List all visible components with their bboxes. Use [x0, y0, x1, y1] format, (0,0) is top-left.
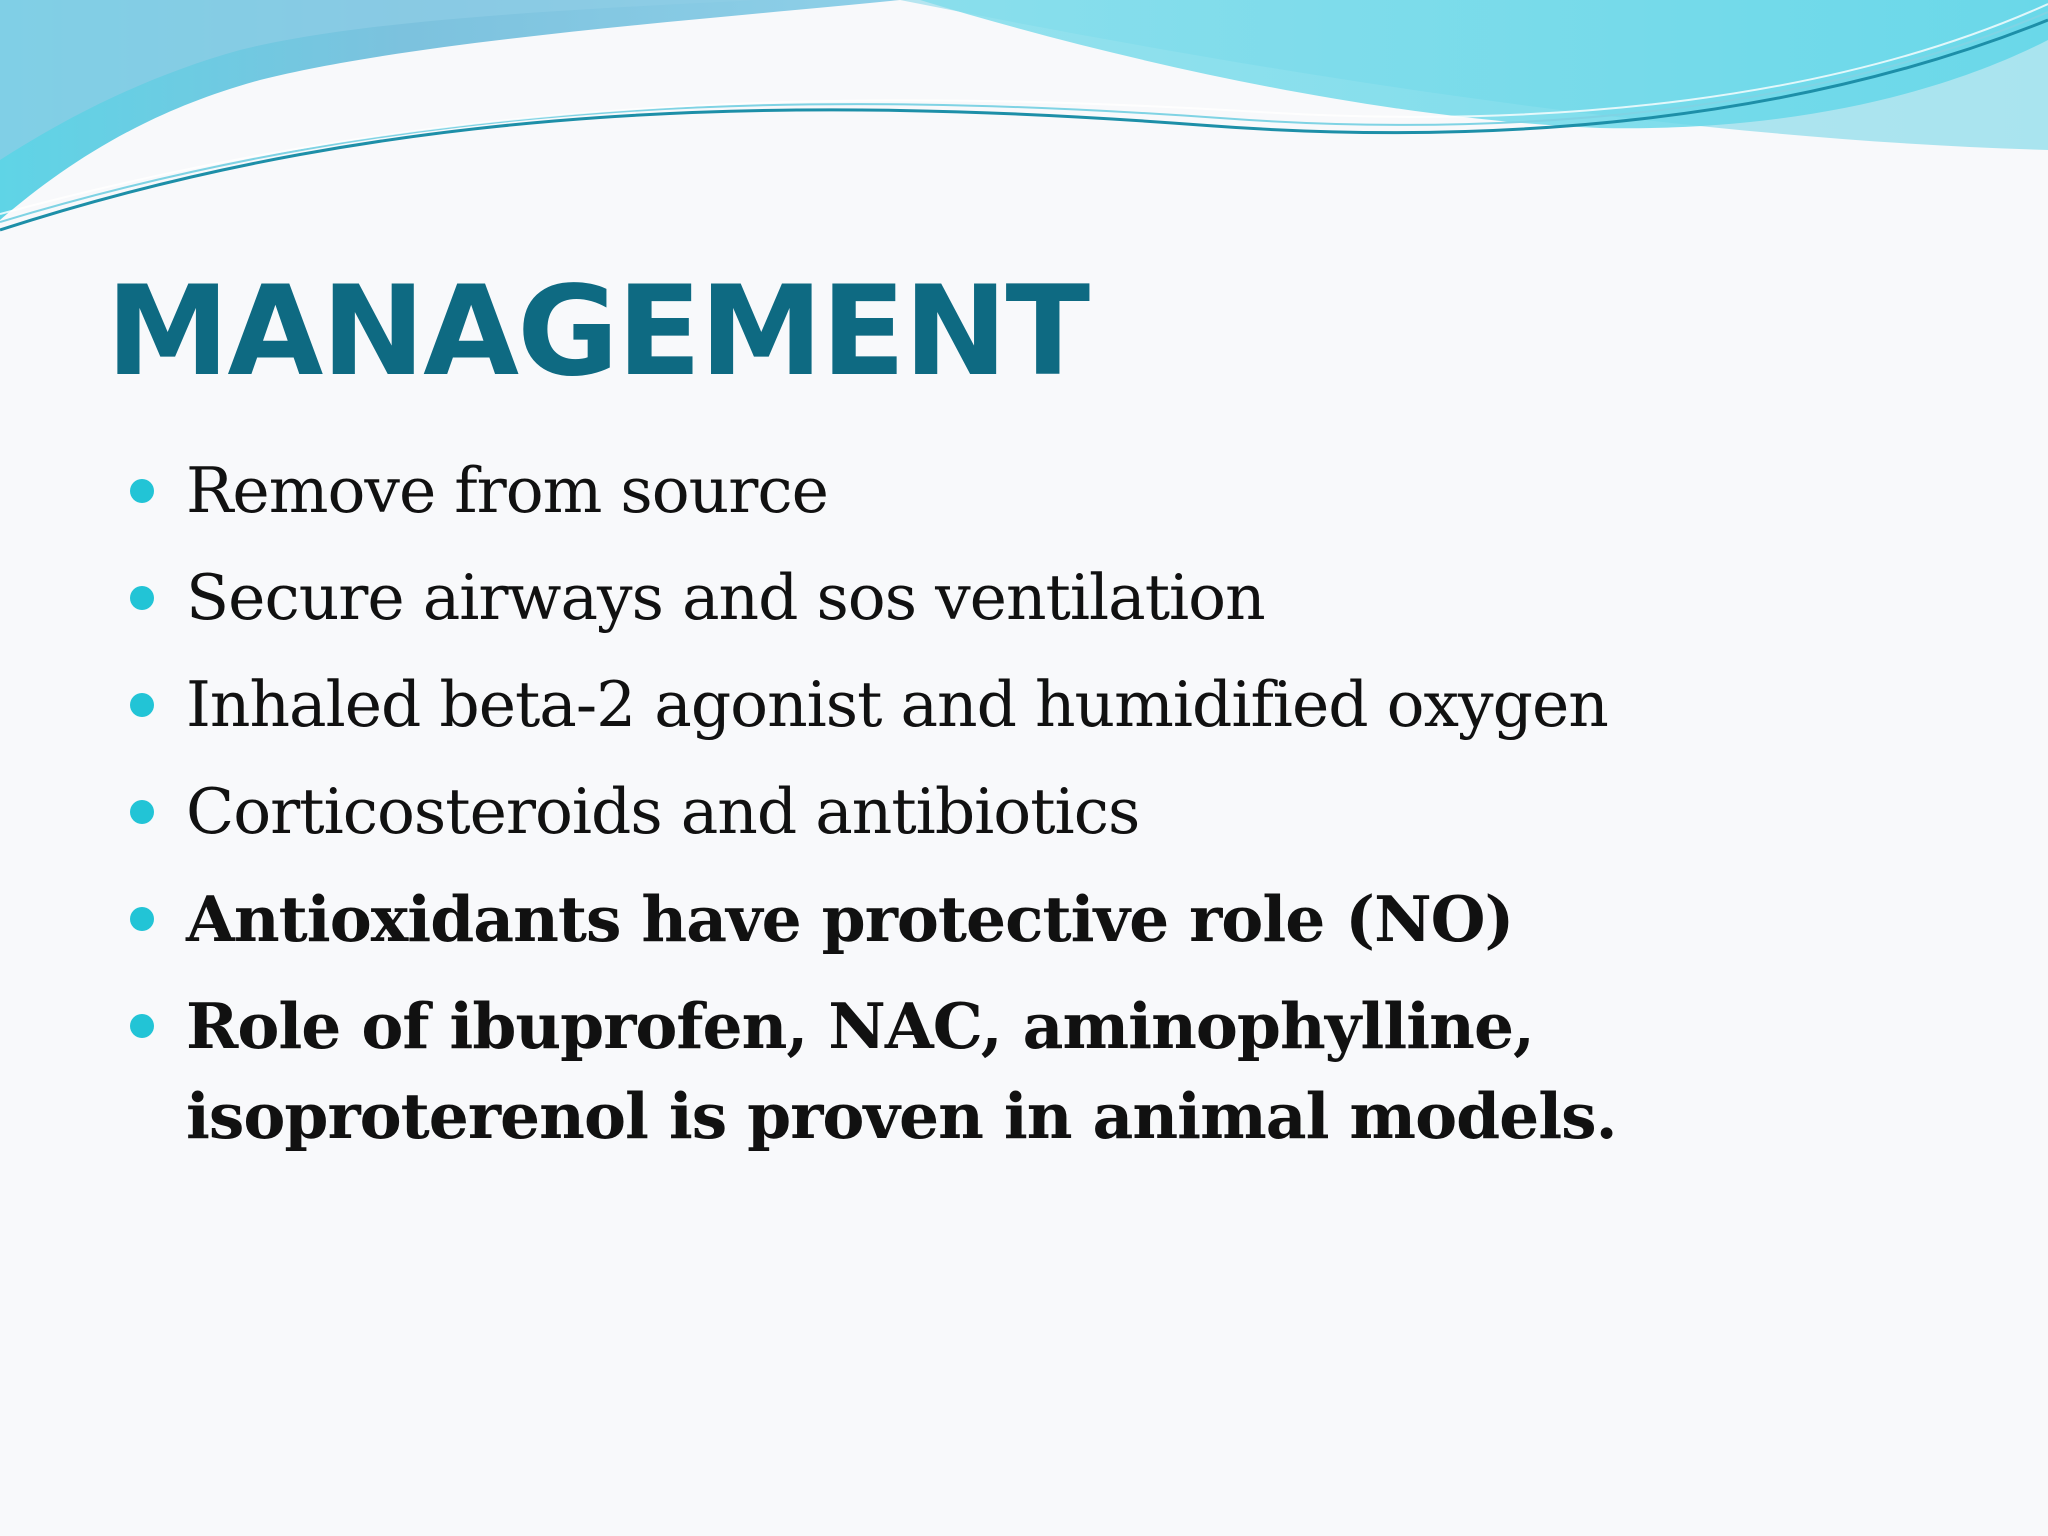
bullet-text: Remove from source [186, 454, 828, 527]
bullet-text: Inhaled beta-2 agonist and humidified oxygen [186, 668, 1608, 741]
bullet-item [128, 767, 1968, 857]
bullet-text: Role of ibuprofen, NAC, aminophylline, isoproterenol is proven in animal models. [186, 989, 1617, 1153]
bullet-item [128, 874, 1968, 964]
bullet-dot-icon [130, 1014, 154, 1038]
bullet-dot-icon [130, 693, 154, 717]
bullet-text: Antioxidants have protective role (NO) [186, 882, 1514, 956]
bullet-dot-icon [130, 907, 154, 931]
bullet-text: Corticosteroids and antibiotics [186, 775, 1140, 848]
bullet-item [128, 446, 1968, 536]
bullet-dot-icon [130, 479, 154, 503]
bullet-dot-icon [130, 586, 154, 610]
bullet-text: Secure airways and sos ventilation [186, 561, 1265, 634]
bullet-item [128, 660, 1968, 750]
slide-title: MANAGEMENT [106, 260, 1089, 404]
bullet-item [128, 553, 1968, 643]
bullet-list [128, 446, 1968, 1178]
bullet-dot-icon [130, 800, 154, 824]
bullet-item [128, 981, 1746, 1161]
decorative-wave-banner [0, 0, 2048, 240]
